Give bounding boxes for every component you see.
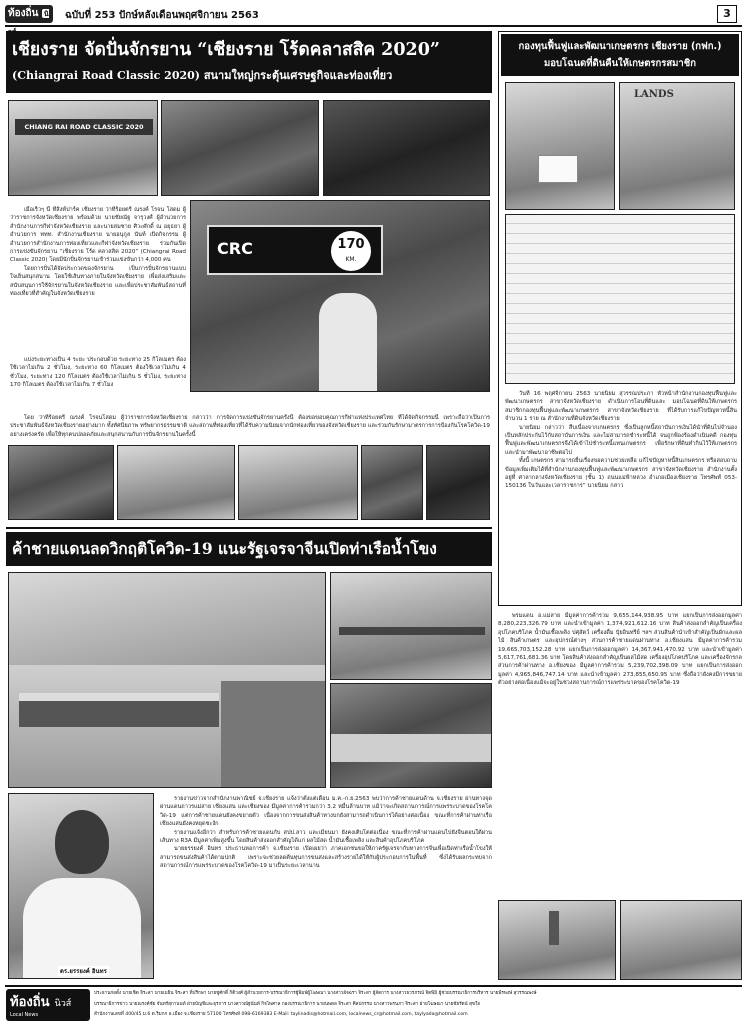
river-band — [331, 734, 492, 762]
page-number: 3 — [717, 5, 737, 23]
article3-para2: นายนิยม กล่าวว่า สืบเนื่องจากเกษตรกร ซึ่งเป็นลูกหนี้สถาบันการเงินได้นำที่ดินไปจำนองเป็นหลักประกันไว้กับสถาบันการเงิน และไม่สามารถชำระหนี้ได้ จนถูกฟ้องร้องดำเนินคดี กองทุนฟื้นฟูและพัฒนาเกษตรกรจึงได้เข้าไปชำระหนี้แทนเกษตรกร เพื่อรักษาที่ดินทำกินไว้ให้เกษตรกร และนำมาพัฒนาอาชีพต่อไป — [505, 424, 737, 456]
article1-photo-officials — [161, 100, 319, 196]
footer-logo-tag: Local News — [10, 1012, 39, 1018]
article3-para1: วันที่ 16 พฤศจิกายน 2563 นายนิยม สุวรรณประภา หัวหน้าสำนักงานกองทุนฟื้นฟูและพัฒนาเกษตรกร สาขาจังหวัดเชียงราย ดำเนินการโอนที่ดินและ มอบโฉนดที่ดินให้เกษตรกรสมาชิกกองทุนฟื้นฟูและพัฒนาเกษตรกร สาขาจังหวัดเชียงราย ที่ได้รับการแก้ไขปัญหาหนี้สิน จำนวน 1 ราย ณ สำนักงานที่ดินจังหวัดเชียงราย — [505, 391, 737, 423]
masthead-logo-sub: นิ — [8, 9, 49, 36]
article1-photo-strip-1 — [8, 445, 114, 520]
article2-title: ค้าชายแดนลดวิกฤติโควิด-19 แนะรัฐเจรจาจีนเปิดท่าเรือน้ำโขง — [12, 539, 437, 558]
footer-logo — [6, 989, 90, 1021]
article2-photo-riverfront — [620, 900, 742, 980]
ship-tower — [549, 911, 559, 945]
article3-photo-handover-1 — [505, 82, 615, 210]
article2-para3: นายยรรยงค์ อินทร ประธานหอการค้า จ.เชียงราย เปิดเผยว่า ภาคเอกชนขอให้ภาครัฐเจรจากับทางการจีนเพื่อเปิดท่าเรือน้ำโขงให้สามารถขนส่งสินค้าได้ตามปกติ เพราะจะช่วยลดต้นทุนการขนส่งและสร้างรายได้ให้กับผู้ประกอบการในพื้นที่ ซึ่งได้รับผลกระทบจากสถานการณ์การแพร่ระบาดของโรคโควิด-19 มาเป็นระยะเวลานาน — [160, 846, 492, 870]
article3-title: กองทุนฟื้นฟูและพัฒนาเกษตรกร เชียงราย (กฟก.) — [518, 41, 722, 52]
footer-line-1: ประธานก่อตั้ง นายเชิด จิระสา นายเมธิน จิระสา ที่ปรึกษา นายชูศักดิ์ กิติวงศ์ ผู้อำนวยการ-บรรณาธิการผู้พิมพ์ผู้โฆษณา นางสาวอัจฉรา จิระสา ผู้จัดการ นางสาวธวรภรณ์ จิตพิมิ ผู้ช่วยบรรณาธิการบริหาร นายพีรพงษ์ สุวรรณพงษ์ — [94, 991, 537, 996]
article3-photo-deed — [505, 214, 735, 384]
article1-para3: แบ่งระยะทางเป็น 4 ระยะ ประกอบด้วย ระยะทาง 25 กิโลเมตร ต้องใช้เวลาไม่เกิน 2 ชั่วโมง, ระยะทาง 60 กิโลเมตร ต้องใช้เวลาไม่เกิน 4 ชั่วโมง, ระยะทาง 120 กิโลเมตร ต้องใช้เวลาไม่เกิน 5 ชั่วโมง, ระยะทาง 170 กิโลเมตร ต้องใช้เวลาไม่เกิน 7 ชั่วโมง — [10, 357, 186, 389]
article1-para4: โดย ว่าที่ร้อยตรี ณรงค์ โรจนโสดม ผู้ว่าราชการจังหวัดเชียงราย กล่าวว่า การจัดการแข่งขันจักรยานครั้งนี้ ต้องขอขอบคุณการกีฬาแห่งประเทศไทย ที่ได้จัดกิจกรรมนี้ เพราะถือว่าเป็นการประชาสัมพันธ์จังหวัดเชียงรายอย่างมาก ทั้งทัศนียภาพ ทรัพยากรธรรมชาติ และสถานที่ท่องเที่ยวที่ได้รับความนิยมจากนักท่องเที่ยวของจังหวัดเชียงราย และร่วมกันรักษามาตรการการป้องกันโรคโควิด-19 อย่างเคร่งครัด เพื่อให้ทุกคนปลอดภัยและสนุกสนานกับการปั่นจักรยานในครั้งนี้ — [10, 415, 490, 438]
article1-photo-strip-5 — [426, 445, 490, 520]
article1-photo-strip-2 — [117, 445, 235, 520]
lands-sign-text: LANDS — [634, 89, 674, 100]
masthead-logo — [5, 5, 53, 23]
article1-para1: เมื่อเร็วๆ นี้ ที่สิงห์ปาร์ค เชียงราย ว่าที่ร้อยตรี ณรงค์ โรจน โสดม ผู้ว่าราชการจังหวัดเชียงราย พร้อมด้วย นายชัยณัฐ จารุวงศ์ ผู้อำนวยการสำนักงานการกีฬาจังหวัดเชียงราย และนายสมชาย ศิวะศักดิ์ ณ อยุธยา ผู้อำนวยการ ททท. สำนักงานเชียงราย นายอนุกูล นันท์ เปิดกิจกรรม ผู้อำนวยการสำนักงานการท่องเที่ยวและกีฬาจังหวัดเชียงราย ร่วมกันเปิดการแข่งขันจักรยาน “เชียงราย โร้ด คลาสสิค 2020” (Chiangrai Road Classic 2020) โดยมีนักปั่นจักรยานเข้าร่วมแข่งขันกว่า 4,000 คน — [10, 207, 186, 264]
article2-col2: พรมแดน อ.แม่สาย มีมูลค่าการค้ารวม 9,655,144,938.95 บาท แยกเป็นการส่งออกมูลค่า 8,280,223,326.79 บาท และนำเข้ามูลค่า 1,374,921,612.16 บาท สินค้าส่งออกสำคัญเป็นเครื่องอุปโภคบริโภค น้ำมันเชื้อเพลิง ปศุสัตว์ เครื่องดื่ม ปุ๋ยอินทรีย์ ฯลฯ ส่วนสินค้านำเข้าสำคัญเป็นผักและผลไม้ สินค้าเกษตร และอุปกรณ์ต่างๆ ส่วนการค้าชายแดนผ่านทาง อ.เชียงแสน มีมูลค่าการค้ารวม 19,665,703,152.28 บาท แยกเป็นการส่งออกมูลค่า 14,367,941,470.92 บาท และนำเข้ามูลค่า 5,617,761,681.36 บาท โดยสินค้าส่งออกสำคัญเป็นผลไม้สด เครื่องอุปโภคบริโภค และเครื่องจักรกล ส่วนการค้าผ่านทาง อ.เชียงของ มีมูลค่าการค้ารวม 5,239,702,398.09 บาท แยกเป็นการส่งออกมูลค่า 4,965,846,747.14 บาท และนำเข้ามูลค่า 273,855,650.95 บาท ซึ่งถือว่ายังคงมีการขยายตัวอย่างต่อเนื่องแม้จะอยู่ในช่วงสถานการณ์การแพร่ระบาดของโรคโควิด-19 — [498, 613, 742, 687]
article2-photo-checkpoint — [330, 572, 492, 680]
masthead-rule — [5, 25, 742, 27]
article1-closing-text — [10, 414, 490, 444]
article1-distance-text — [10, 356, 186, 416]
dock — [221, 681, 326, 788]
event-banner — [15, 119, 153, 135]
article2-photo-port — [8, 572, 326, 788]
lands-sign — [634, 89, 674, 100]
document-held — [538, 155, 578, 183]
footer-rule — [5, 985, 742, 987]
article1-photo-speaker — [323, 100, 490, 196]
km-unit: KM. — [345, 256, 357, 263]
article1-title: เชียงราย จัดปั่นจักรยาน “เชียงราย โร้ดคลาสสิค 2020” — [12, 40, 440, 60]
article1-photo-strip-4 — [361, 445, 423, 520]
crc-sign — [207, 225, 383, 275]
portrait-head — [55, 810, 109, 874]
crc-sign-text: CRC — [217, 239, 253, 258]
article2-portrait — [8, 793, 154, 979]
footer-logo-sub: นิวส์ — [54, 999, 72, 1009]
article1-title-banner — [6, 31, 492, 93]
article2-body-text — [160, 795, 492, 981]
portrait-caption: ดร.ยรรยงค์ อินทร — [60, 968, 107, 975]
article3-box — [498, 31, 742, 606]
km-badge — [331, 231, 371, 271]
event-banner-text: CHIANG RAI ROAD CLASSIC 2020 — [24, 123, 144, 131]
article3-subtitle: มอบโฉนดที่ดินคืนให้เกษตรกรสมาชิก — [544, 58, 696, 69]
footer-credits — [94, 989, 742, 1022]
rider-figure — [319, 293, 377, 391]
article1-para2: โดยการปั่นได้จัดประกวดของจักรยาน เป็นการปั่นจักรยานแบบใจเย็นสนุกสนาน โดยใช้เส้นทางภายในจังหวัดเชียงราย เพื่อส่งเสริมและสนับสนุนการใช้จักรยานในจังหวัดเชียงราย และเพื่อประชาสัมพันธ์สถานที่ท่องเที่ยวที่สำคัญในจังหวัดเชียงราย — [10, 265, 186, 298]
masthead — [5, 4, 742, 26]
article3-title-banner — [501, 34, 739, 76]
footer-line-2: บรรณาธิการข่าว นายณรงค์ชัย จันทร์สุกานนท์ ฝ่ายบัญชีและธุรการ นางสาวณัฐนันท์ กิจไพศาล กองบรรณาธิการ นายนพดล จิระสา ศิลปกรรม นางสาวพรนภา จิระสา ฝ่ายโฆษณา นายชัยรัตน์ สุขใจ — [94, 1001, 481, 1007]
article1-intro-text — [10, 206, 186, 354]
article3-photo-handover-2 — [619, 82, 735, 210]
article1-subtitle: (Chiangrai Road Classic 2020) สนามใหญ่กระตุ้นเศรษฐกิจและท่องเที่ยว — [12, 69, 393, 82]
article2-photo-cargo-ship — [498, 900, 616, 980]
article3-para3: ทั้งนี้ เกษตรกร สามารถยื่นเรื่องขอความช่วยเหลือ แก้ไขปัญหาหนี้สินเกษตรกร หรือสอบถามข้อมูลเพิ่มเติมได้ที่สำนักงานกองทุนฟื้นฟูและพัฒนาเกษตรกร สาขาจังหวัดเชียงราย สำนักงานตั้งอยู่ที่ ศาลากลางจังหวัดเชียงราย (ชั้น 1) ถนนแม่ฟ้าหลวง อำเภอเมืองเชียงราย โทรศัพท์ 053-150136 ในวันและเวลาราชการ” นายนิยม กล่าว — [505, 458, 737, 490]
issue-line: ฉบับที่ 253 ปักษ์หลังเดือนพฤศจิกายน 2563 — [65, 10, 259, 21]
footer-logo-text: ท้องถิ่น — [10, 995, 50, 1010]
article2-photo-river — [330, 683, 492, 788]
article1-photo-strip-3 — [238, 445, 358, 520]
portrait-shirt — [23, 878, 141, 979]
article1-photo-riders — [190, 200, 490, 392]
km-value: 170 — [337, 237, 365, 252]
article2-top-rule — [6, 527, 492, 529]
article2-continued-text — [498, 612, 742, 896]
article2-para2: รายงานแจ้งอีกว่า สำหรับการค้าชายแดนกับ สปป.ลาว และเมียนมา ยังคงเติบโตต่อเนื่อง ขณะที่การค้าผ่านแดนไปยังจีนตอนใต้ผ่านเส้นทาง R3A มีมูลค่าเพิ่มสูงขึ้น โดยสินค้าส่งออกสำคัญได้แก่ ผลไม้สด น้ำมันเชื้อเพลิง และสินค้าอุปโภคบริโภค — [160, 829, 492, 845]
article3-body-text — [505, 390, 737, 602]
article2-para1: รายงานข่าวจากสำนักงานพาณิชย์ จ.เชียงราย แจ้งว่าตั้งแต่เดือน ม.ค.-ก.ย.2563 พบว่าการค้าชายแดนด้าน จ.เชียงราย ผ่านทางจุดผ่านแดนถาวรแม่สาย เชียงแสน และเชียงของ มีมูลค่าการค้ารวมกว่า 3.2 หมื่นล้านบาท แม้ว่าจะเกิดสถานการณ์การแพร่ระบาดของโรคโควิด-19 แต่การค้าชายแดนยังคงขยายตัว เนื่องจากการขนส่งสินค้าทางบกยังสามารถดำเนินการได้อย่างต่อเนื่อง ขณะที่การค้าผ่านท่าเรือเชียงแสนยังคงหยุดชะงัก — [160, 796, 492, 828]
masthead-logo-text: ท้องถิ่น — [8, 8, 39, 19]
footer-line-3: สำนักงานเลขที่ 400/45 ม.6 ต.ริมกก อ.เมือง จ.เชียงราย 57100 โทรศัพท์ 098-6169383 E-Mail: taylinadis@hotmail.com, localnews_cr@hotmail.com, taylyada@hotmail.com — [94, 1012, 468, 1017]
cargo-barge — [19, 693, 219, 727]
checkpoint-roof — [339, 627, 485, 635]
article2-title-banner — [6, 532, 492, 566]
article1-photo-stage — [8, 100, 158, 196]
